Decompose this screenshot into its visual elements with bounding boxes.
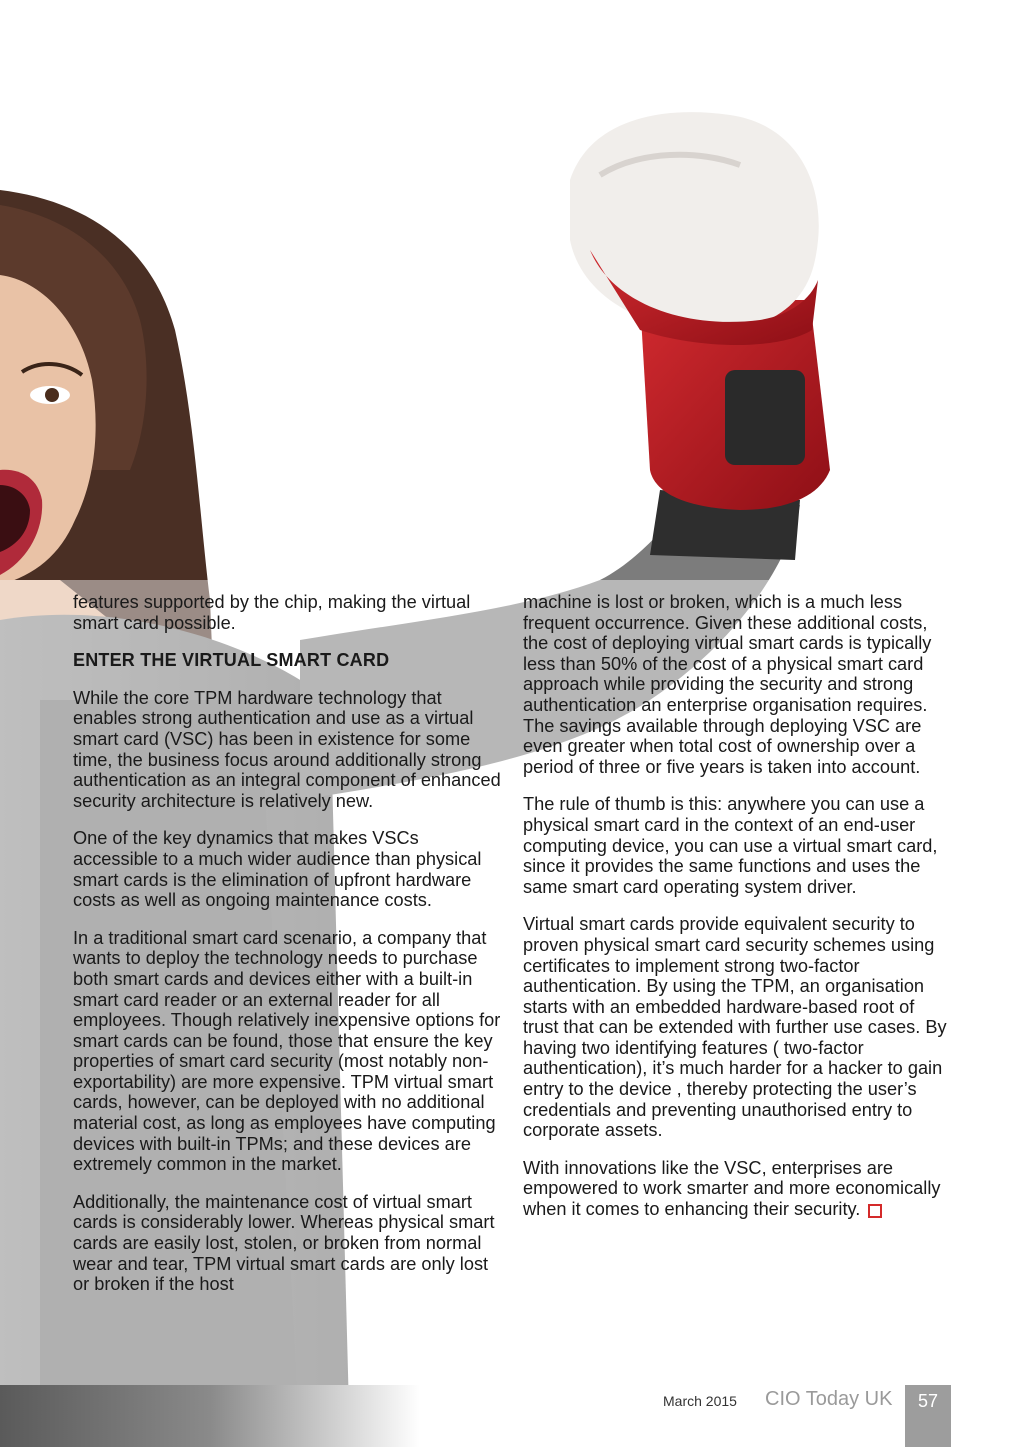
page-number: 57 — [905, 1385, 951, 1447]
glove-top — [570, 112, 819, 330]
paragraph: While the core TPM hardware technology that enables strong authentication and use as a virtual smart card (VSC) has been in existence for some time, the business focus around additionally strong authentication as an integral component of enhanced security architecture is relatively new. — [73, 687, 501, 811]
footer-photo-strip — [0, 1385, 420, 1447]
paragraph: The rule of thumb is this: anywhere you can use a physical smart card in the context of an end-user computing device, you can use a virtual smart card, since it provides the same functions and uses the same smart card operating system driver. — [523, 794, 938, 897]
left-column — [73, 592, 505, 1312]
closing-paragraph — [523, 1158, 953, 1220]
paragraph: One of the key dynamics that makes VSCs accessible to a much wider audience than physical smart cards is the elimination of upfront hardware costs as well as ongoing maintenance costs. — [73, 828, 482, 911]
paragraph: features supported by the chip, making the virtual smart card possible. — [73, 592, 471, 633]
closing-text: With innovations like the VSC, enterprises are empowered to work smarter and more economically when it comes to enhancing their security. — [523, 1157, 941, 1220]
paragraph: In a traditional smart card scenario, a company that wants to deploy the technology needs to purchase both smart cards and devices either with a built-in smart card reader or an external reader for all employees. Though relatively inexpensive options for smart cards can be found, those that ensure the key properties of smart card security (most notably non-exportability) are more expensive. TPM virtual smart cards, however, can be deployed with no additional material cost, as long as employees have computing devices with built-in TPMs; and these devices are extremely common in the market. — [73, 927, 501, 1175]
section-heading: ENTER THE VIRTUAL SMART CARD — [73, 650, 390, 671]
paragraph: Virtual smart cards provide equivalent security to proven physical smart card security schemes using certificates to implement strong two-factor authentication. By using the TPM, an organisation starts with an embedded hardware-based root of trust that can be extended with further use cases. By having two identifying features ( two-factor authentication), it’s much harder for a hacker to gain entry to the device , thereby protecting the user’s credentials and preventing unauthorised entry to corporate assets. — [523, 914, 947, 1141]
issue-date: March 2015 — [663, 1393, 737, 1409]
square-end-mark-icon — [868, 1204, 882, 1218]
right-column — [523, 592, 953, 1237]
paragraph: machine is lost or broken, which is a much less frequent occurrence. Given these additional costs, the cost of deploying virtual smart cards is typically less than 50% of the cost of a physical smart card approach while providing the security and strong authentication an enterprise organisation requires. The savings available through deploying VSC are even greater when total cost of ownership over a period of three or five years is taken into account. — [523, 592, 932, 777]
paragraph: Additionally, the maintenance cost of virtual smart cards is considerably lower. Whereas physical smart cards are easily lost, stolen, or broken from normal wear and tear, TPM virtual smart cards are only lost or broken if the host — [73, 1191, 495, 1295]
publication-name: CIO Today UK — [765, 1388, 893, 1410]
